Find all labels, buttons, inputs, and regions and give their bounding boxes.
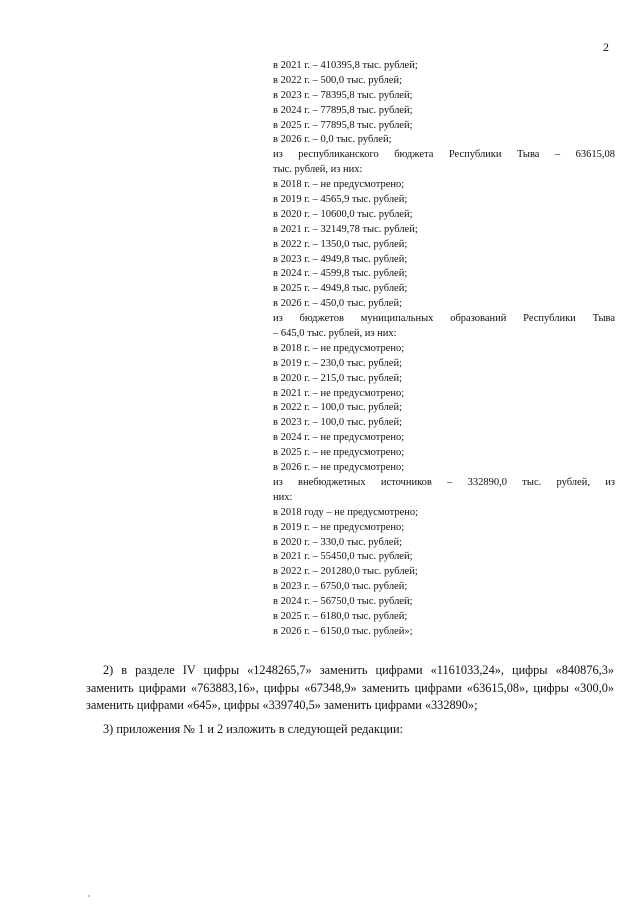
list-line: в 2026 г. – не предусмотрено; — [273, 462, 405, 474]
list-line: в 2022 г. – 500,0 тыс. рублей; — [273, 74, 402, 86]
list-line: в 2025 г. – 77895,8 тыс. рублей; — [273, 119, 413, 131]
list-line: в 2023 г. – 78395,8 тыс. рублей; — [273, 89, 413, 101]
list-line: в 2020 г. – 330,0 тыс. рублей; — [273, 536, 402, 548]
list-line: в 2026 г. – 0,0 тыс. рублей; — [273, 134, 392, 146]
list-line: в 2024 г. – 77895,8 тыс. рублей; — [273, 104, 413, 116]
list-line: – 645,0 тыс. рублей, из них: — [273, 328, 397, 340]
list-heading-line: из республиканского бюджета Республики Тыва – 63615,08 — [273, 149, 615, 161]
list-line: в 2019 г. – 4565,9 тыс. рублей; — [273, 194, 408, 206]
list-line: в 2023 г. – 100,0 тыс. рублей; — [273, 417, 402, 429]
list-line: в 2019 г. – 230,0 тыс. рублей; — [273, 357, 402, 369]
list-line: в 2023 г. – 4949,8 тыс. рублей; — [273, 253, 408, 265]
list-line: них: — [273, 491, 293, 503]
list-line: в 2018 году – не предусмотрено; — [273, 506, 419, 518]
list-line: в 2021 г. – 410395,8 тыс. рублей; — [273, 60, 418, 71]
list-line: в 2024 г. – 4599,8 тыс. рублей; — [273, 268, 408, 280]
list-line: в 2019 г. – не предусмотрено; — [273, 521, 405, 533]
list-line: в 2021 г. – не предусмотрено; — [273, 387, 405, 399]
list-line: тыс. рублей, из них: — [273, 164, 363, 176]
body-text — [86, 662, 614, 738]
list-line: в 2022 г. – 100,0 тыс. рублей; — [273, 402, 402, 414]
list-heading-line: из внебюджетных источников – 332890,0 тыс. рублей, из — [273, 476, 615, 488]
list-line: в 2025 г. – 6180,0 тыс. рублей; — [273, 610, 408, 622]
list-line: в 2022 г. – 201280,0 тыс. рублей; — [273, 566, 418, 578]
list-line: в 2021 г. – 55450,0 тыс. рублей; — [273, 551, 413, 563]
list-line: в 2023 г. – 6750,0 тыс. рублей; — [273, 581, 408, 593]
list-line: в 2024 г. – не предусмотрено; — [273, 432, 405, 444]
list-line: в 2022 г. – 1350,0 тыс. рублей; — [273, 238, 408, 250]
scan-dot — [88, 895, 90, 897]
page-number: 2 — [603, 40, 609, 54]
list-line: в 2021 г. – 32149,78 тыс. рублей; — [273, 223, 418, 235]
list-line: в 2026 г. – 6150,0 тыс. рублей»; — [273, 625, 413, 637]
list-line: в 2026 г. – 450,0 тыс. рублей; — [273, 298, 402, 310]
list-line: в 2025 г. – 4949,8 тыс. рублей; — [273, 283, 408, 295]
paragraph-2: 2) в разделе IV цифры «1248265,7» заменить цифрами «1161033,24», цифры «840876,3» заменить цифрами «763883,16», цифры «67348,9» заменить цифрами «63615,08», цифры «300,0» заменить цифрами «645», цифры «339740,5» заменить цифрами «332890»; — [86, 663, 614, 713]
funding-list — [273, 59, 615, 640]
list-line: в 2025 г. – не предусмотрено; — [273, 447, 405, 459]
list-line: в 2018 г. – не предусмотрено; — [273, 342, 405, 354]
list-line: в 2020 г. – 10600,0 тыс. рублей; — [273, 208, 413, 220]
list-heading-line: из бюджетов муниципальных образований Республики Тыва — [273, 313, 615, 325]
list-line: в 2018 г. – не предусмотрено; — [273, 179, 405, 191]
list-line: в 2024 г. – 56750,0 тыс. рублей; — [273, 596, 413, 608]
list-line: в 2020 г. – 215,0 тыс. рублей; — [273, 372, 402, 384]
paragraph-3: 3) приложения № 1 и 2 изложить в следующей редакции: — [103, 721, 403, 736]
